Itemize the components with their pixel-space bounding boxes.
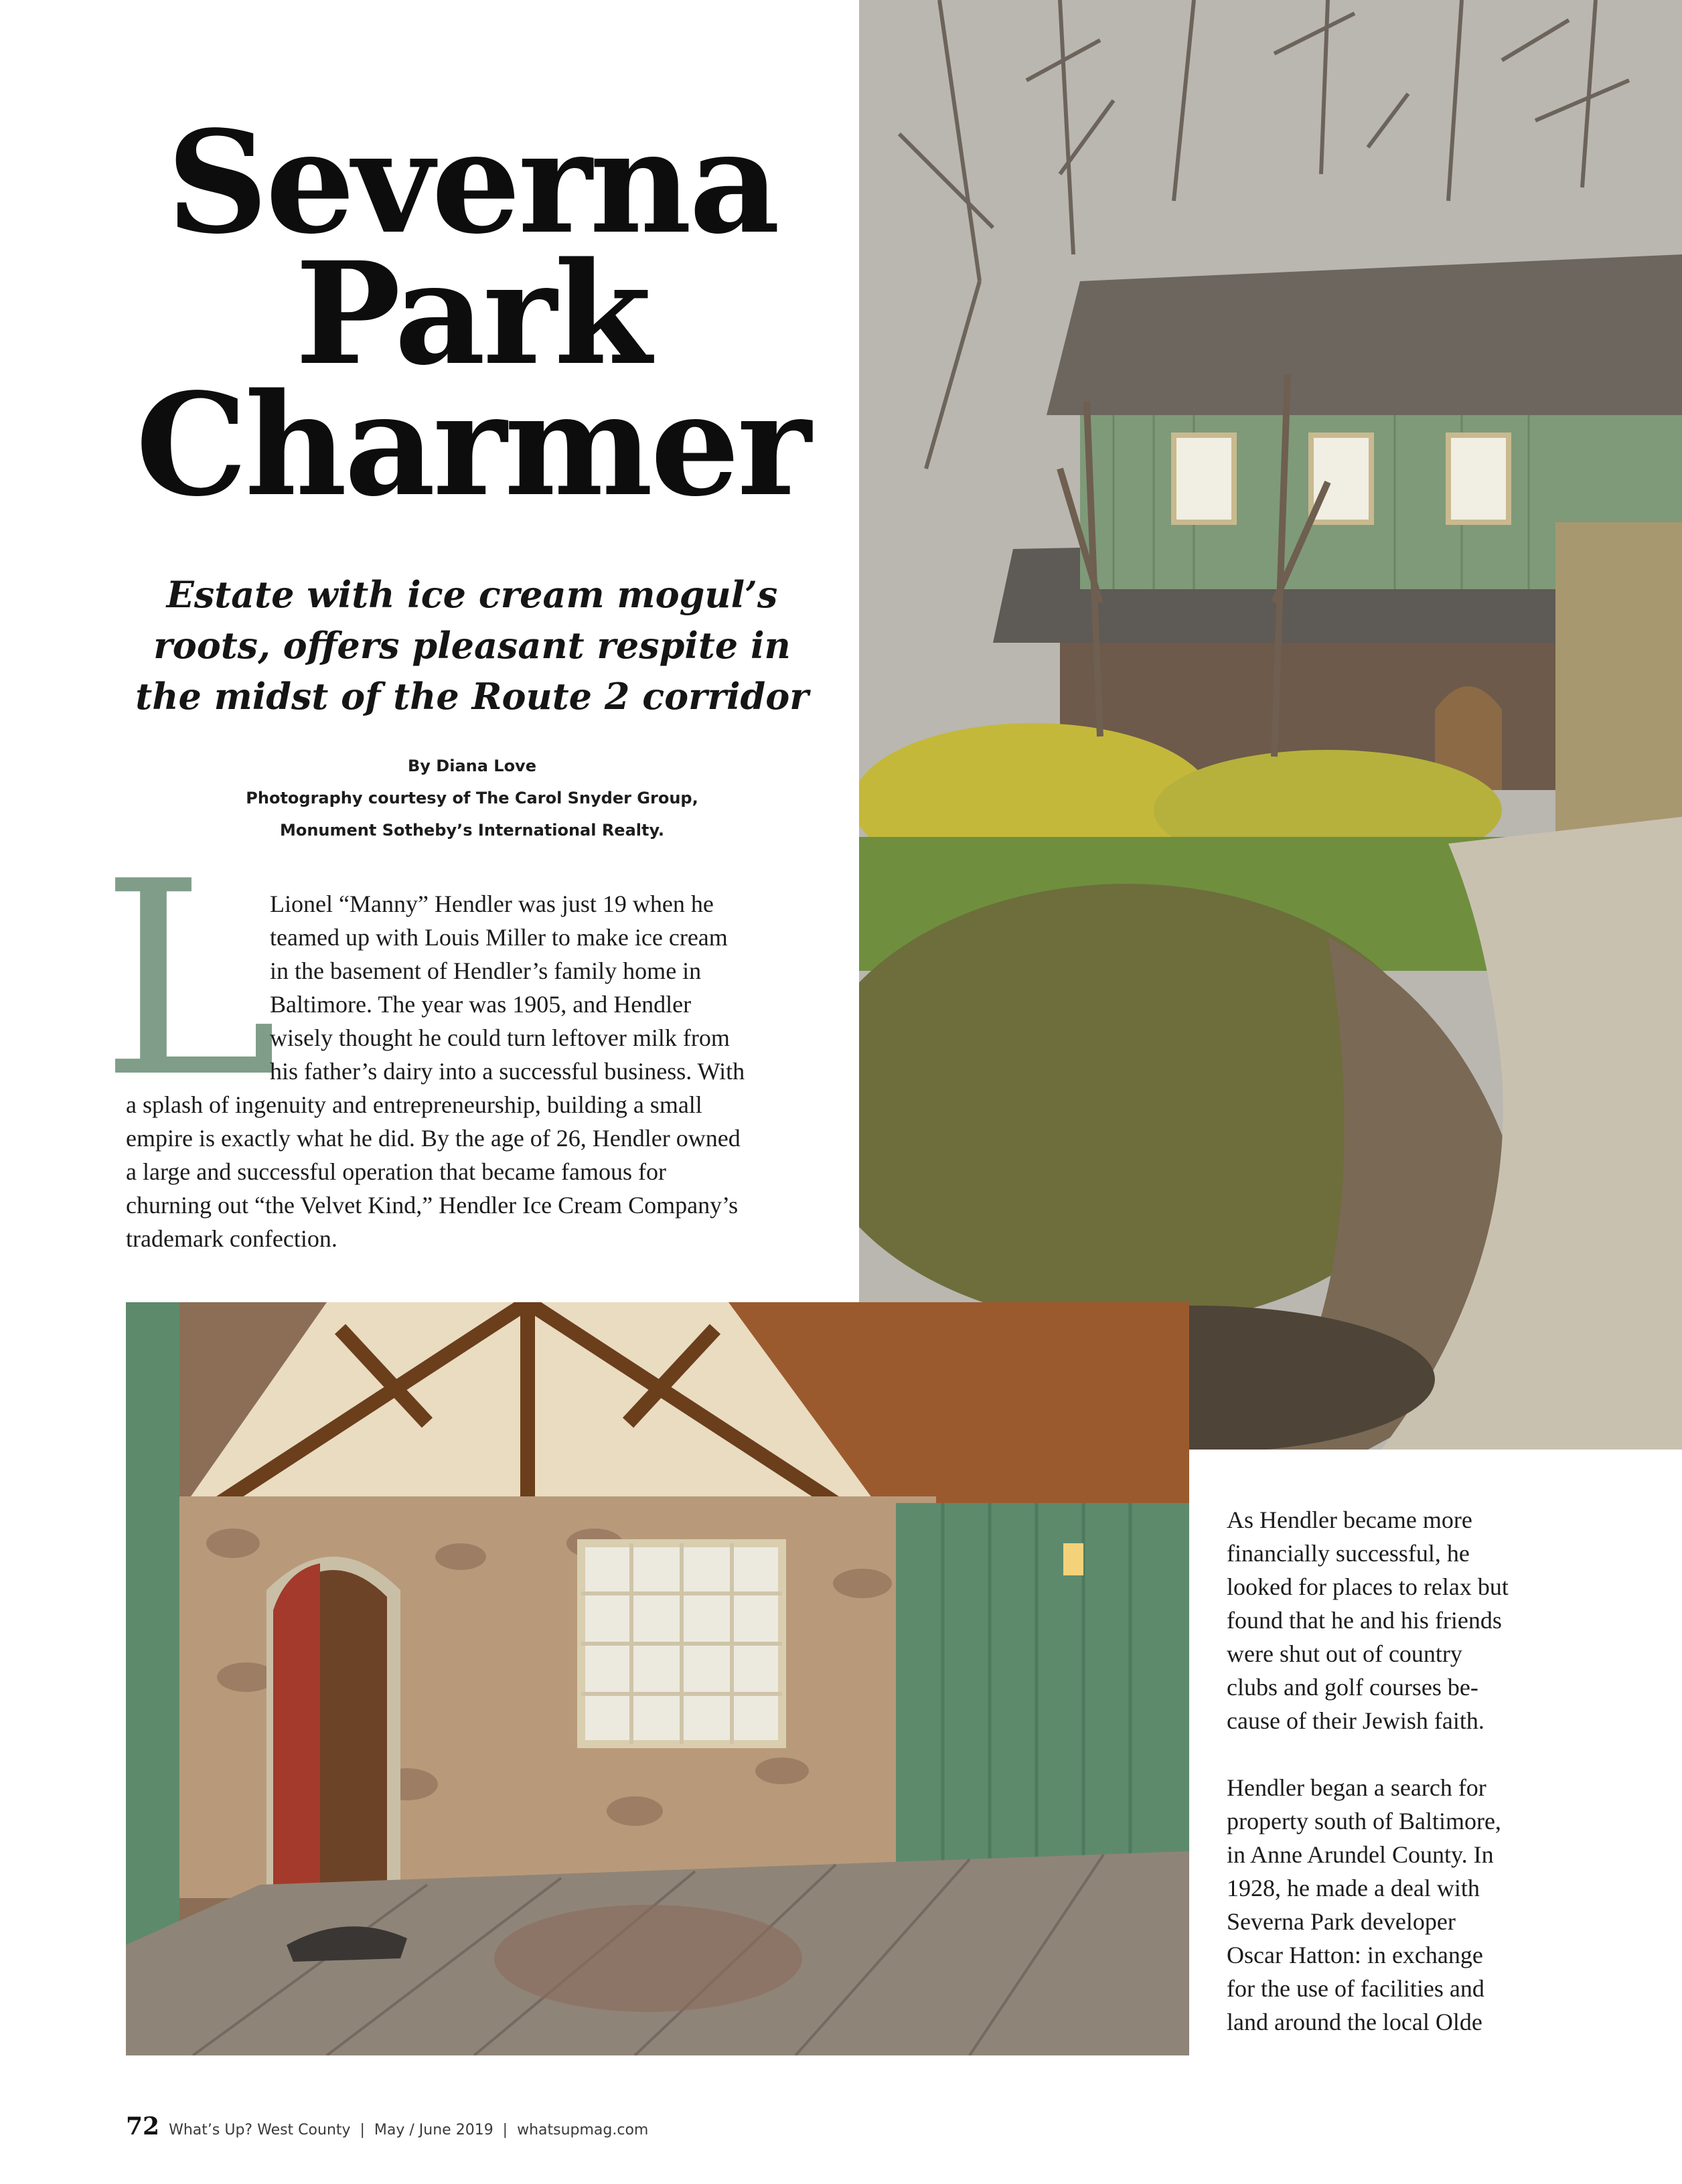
body-line: Severna Park developer (1227, 1908, 1456, 1935)
credits (201, 750, 743, 846)
body-line: wisely thought he could turn leftover milk from (270, 1024, 730, 1051)
article-subtitle (114, 569, 830, 722)
article-title (100, 100, 844, 528)
body-line: teamed up with Louis Miller to make ice cream (270, 924, 728, 951)
body-column-2 (1227, 1503, 1548, 2072)
body-line: for the use of facilities and (1227, 1975, 1484, 2002)
body-line: found that he and his friends (1227, 1607, 1502, 1634)
drop-cap: L (100, 825, 279, 1136)
body-line: a large and successful operation that became famous for (126, 1158, 667, 1185)
body-line: churning out “the Velvet Kind,” Hendler Ice Cream Company’s (126, 1192, 739, 1219)
paragraph (1227, 1503, 1548, 1737)
subtitle-line-3: the midst of the Route 2 corridor (135, 675, 809, 718)
body-line: financially successful, he (1227, 1540, 1470, 1567)
body-line: land around the local Olde (1227, 2009, 1482, 2035)
body-line: cause of their Jewish faith. (1227, 1707, 1484, 1734)
subtitle-line-1: Estate with ice cream mogul’s (166, 573, 778, 616)
body-line: trademark confection. (126, 1225, 337, 1252)
indented-lines (270, 887, 822, 1088)
photo-credit-line-2: Monument Sotheby’s International Realty. (279, 821, 665, 840)
body-line: Hendler began a search for (1227, 1774, 1486, 1801)
porch-photo (126, 1302, 1189, 2055)
body-line: Lionel “Manny” Hendler was just 19 when he (270, 890, 714, 917)
body-column-1 (126, 887, 822, 1255)
body-line: property south of Baltimore, (1227, 1808, 1501, 1835)
body-line: in Anne Arundel County. In (1227, 1841, 1494, 1868)
byline: By Diana Love (408, 757, 536, 775)
body-line: empire is exactly what he did. By the age of 26, Hendler owned (126, 1125, 741, 1152)
body-line: looked for places to relax but (1227, 1573, 1509, 1600)
page-number: 72 (126, 2112, 160, 2140)
body-line: Oscar Hatton: in exchange (1227, 1942, 1483, 1968)
body-line: Baltimore. The year was 1905, and Hendler (270, 991, 692, 1018)
body-line: a splash of ingenuity and entrepreneurship, building a small (126, 1091, 702, 1118)
body-line: clubs and golf courses be- (1227, 1674, 1478, 1701)
body-line: As Hendler became more (1227, 1506, 1472, 1533)
photo-credit-line-1: Photography courtesy of The Carol Snyder Group, (246, 789, 698, 807)
footer-text: What’s Up? West County | May / June 2019 | whatsupmag.com (169, 2122, 649, 2138)
body-line: in the basement of Hendler’s family home in (270, 957, 702, 984)
subtitle-line-2: roots, offers pleasant respite in (153, 624, 791, 667)
body-line: his father’s dairy into a successful business. With (270, 1058, 745, 1085)
title-line-1: Severna (166, 100, 778, 265)
title-line-3: Charmer (135, 362, 809, 528)
exterior-photo (859, 0, 1682, 1450)
title-line-2: Park (295, 231, 649, 396)
page-footer (126, 2112, 648, 2146)
paragraph (1227, 1771, 1548, 2039)
body-line: 1928, he made a deal with (1227, 1875, 1480, 1901)
body-line: were shut out of country (1227, 1640, 1462, 1667)
